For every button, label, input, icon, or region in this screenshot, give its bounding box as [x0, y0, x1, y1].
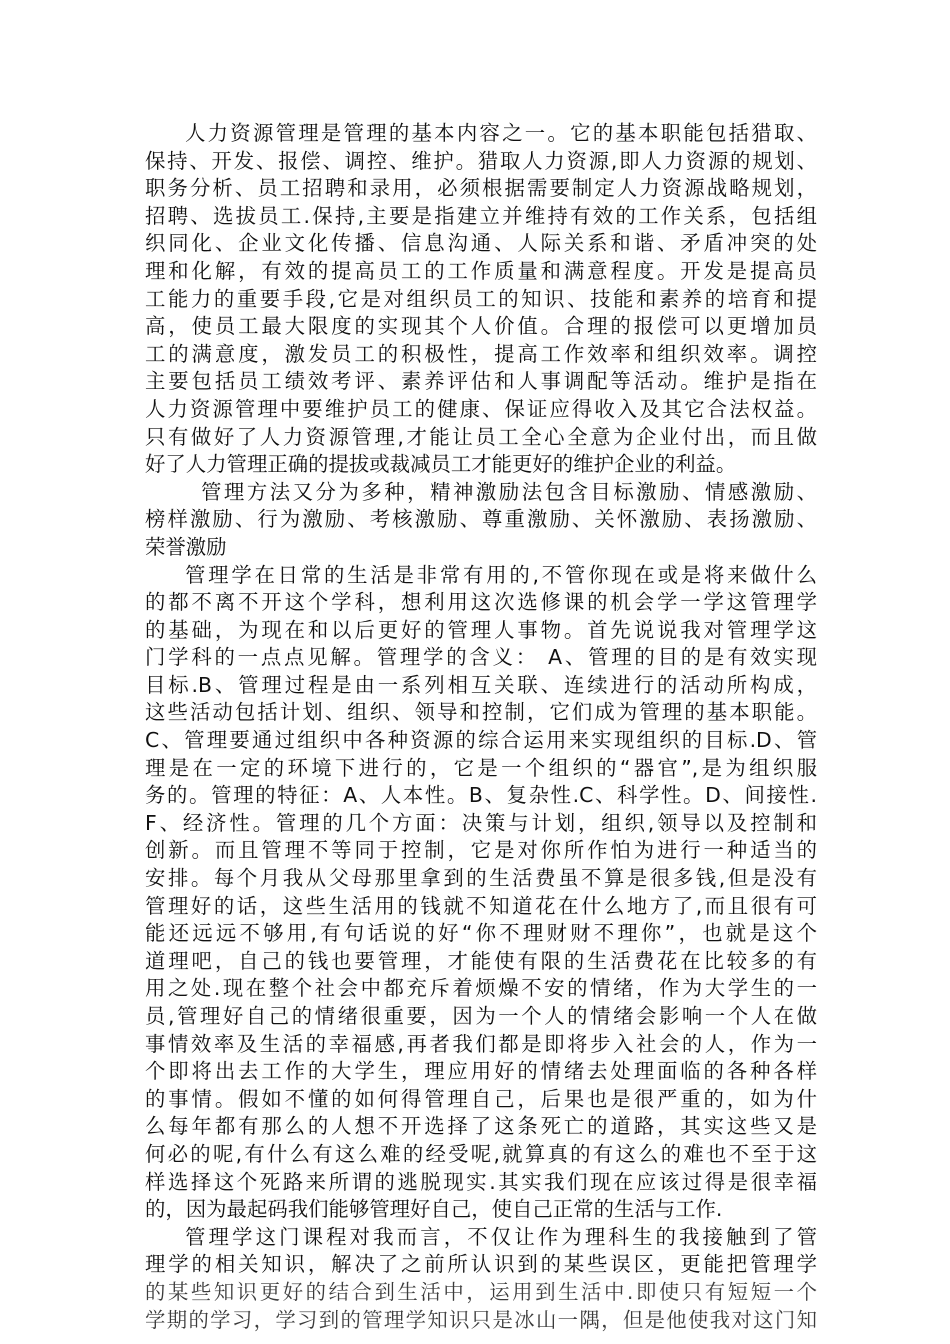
text-line: 织同化、企业文化传播、信息沟通、人际关系和谐、矛盾冲突的处 [145, 231, 817, 256]
text-line: 理和化解，有效的提高员工的工作质量和满意程度。开发是提高员 [145, 258, 817, 283]
text-line: 主要包括员工绩效考评、素养评估和人事调配等活动。维护是指在 [145, 369, 817, 394]
text-line: 的都不离不开这个学科，想利用这次选修课的机会学一学这管理学 [145, 590, 817, 615]
text-line: 工能力的重要手段,它是对组织员工的知识、技能和素养的培育和提 [145, 286, 817, 311]
text-line: 职务分析、员工招聘和录用，必须根据需要制定人力资源战略规划， [145, 176, 817, 201]
text-line: 么每年都有那么的人想不开选择了这条死亡的道路，其实这些又是 [145, 1114, 817, 1139]
text-line: 管理学这门课程对我而言，不仅让作为理科生的我接触到了管 [185, 1224, 817, 1249]
text-line: 学期的学习，学习到的管理学知识只是冰山一隅，但是他使我对这门知 [145, 1307, 817, 1332]
text-line: 何必的呢,有什么有这么难的经受呢,就算真的有这么的难也不至于这 [145, 1141, 817, 1166]
text-line: 理学的相关知识，解决了之前所认识到的某些误区，更能把管理学 [145, 1252, 817, 1277]
paragraph-course-reflection [145, 1224, 817, 1334]
text-line: F、经济性。管理的几个方面：决策与计划，组织,领导以及控制和 [145, 810, 817, 835]
text-line: 样选择这个死路来所谓的逃脱现实.其实我们现在应该过得是很幸福 [145, 1169, 817, 1194]
text-line: 务的。管理的特征：A、人本性。B、复杂性.C、科学性。D、间接性. [145, 783, 817, 808]
text-line: 用之处.现在整个社会中都充斥着烦燥不安的情绪，作为大学生的一 [145, 976, 817, 1001]
text-line: 能还远远不够用,有句话说的好“你不理财财不理你”，也就是这个 [145, 921, 817, 946]
text-line: 管理好的话，这些生活用的钱就不知道花在什么地方了,而且很有可 [145, 893, 817, 918]
paragraph-motivation-methods [145, 479, 817, 562]
text-line: 管理方法又分为多种，精神激励法包含目标激励、情感激励、 [201, 479, 817, 504]
paragraph-management-daily-life [145, 562, 817, 1224]
text-line: 高，使员工最大限度的实现其个人价值。合理的报偿可以更增加员 [145, 314, 817, 339]
text-line: 理是在一定的环境下进行的，它是一个组织的“器官”,是为组织服 [145, 755, 817, 780]
text-line: 的基础，为现在和以后更好的管理人事物。首先说说我对管理学这 [145, 617, 817, 642]
text-line: 荣誉激励 [145, 534, 227, 559]
text-line: 招聘、选拔员工.保持,主要是指建立并维持有效的工作关系，包括组 [145, 203, 817, 228]
text-line: 工的满意度，激发员工的积极性，提高工作效率和组织效率。调控 [145, 341, 817, 366]
paragraph-hr-management [145, 120, 817, 479]
text-line: 人力资源管理中要维护员工的健康、保证应得收入及其它合法权益。 [145, 396, 817, 421]
text-line: 的，因为最起码我们能够管理好自己，使自己正常的生活与工作. [145, 1197, 723, 1222]
text-line: 事情效率及生活的幸福感,再者我们都是即将步入社会的人，作为一 [145, 1031, 817, 1056]
text-line: 创新。而且管理不等同于控制，它是对你所作怕为进行一种适当的 [145, 838, 817, 863]
text-line: C、管理要通过组织中各种资源的综合运用来实现组织的目标.D、管 [145, 728, 817, 753]
text-line: 好了人力管理正确的提拔或裁减员工才能更好的维护企业的利益。 [145, 452, 737, 477]
text-line: 道理吧，自己的钱也要管理，才能使有限的生活费花在比较多的有 [145, 948, 817, 973]
text-line: 员,管理好自己的情绪很重要，因为一个人的情绪会影响一个人在做 [145, 1004, 817, 1028]
text-line: 人力资源管理是管理的基本内容之一。它的基本职能包括猎取、 [185, 121, 817, 145]
text-line: 保持、开发、报偿、调控、维护。猎取人力资源,即人力资源的规划、 [145, 148, 817, 173]
text-line: 的事情。假如不懂的如何得管理自己，后果也是很严重的，如为什 [145, 1086, 817, 1111]
text-line: 只有做好了人力资源管理,才能让员工全心全意为企业付出，而且做 [145, 424, 817, 449]
text-line: 目标.B、管理过程是由一系列相互关联、连续进行的活动所构成， [145, 672, 817, 697]
text-line: 管理学在日常的生活是非常有用的,不管你现在或是将来做什么 [185, 562, 817, 587]
text-line: 的某些知识更好的结合到生活中，运用到生活中.即使只有短短一个 [145, 1279, 817, 1304]
text-line: 这些活动包括计划、组织、领导和控制，它们成为管理的基本职能。 [145, 700, 817, 725]
text-line: 榜样激励、行为激励、考核激励、尊重激励、关怀激励、表扬激励、 [145, 507, 817, 532]
text-line: 安排。每个月我从父母那里拿到的生活费虽不算是很多钱,但是没有 [145, 866, 817, 891]
text-line: 门学科的一点点见解。管理学的含义： A、管理的目的是有效实现 [145, 645, 817, 670]
text-line: 个即将出去工作的大学生，理应用好的情绪去处理面临的各种各样 [145, 1059, 817, 1084]
document-page [145, 120, 817, 1334]
